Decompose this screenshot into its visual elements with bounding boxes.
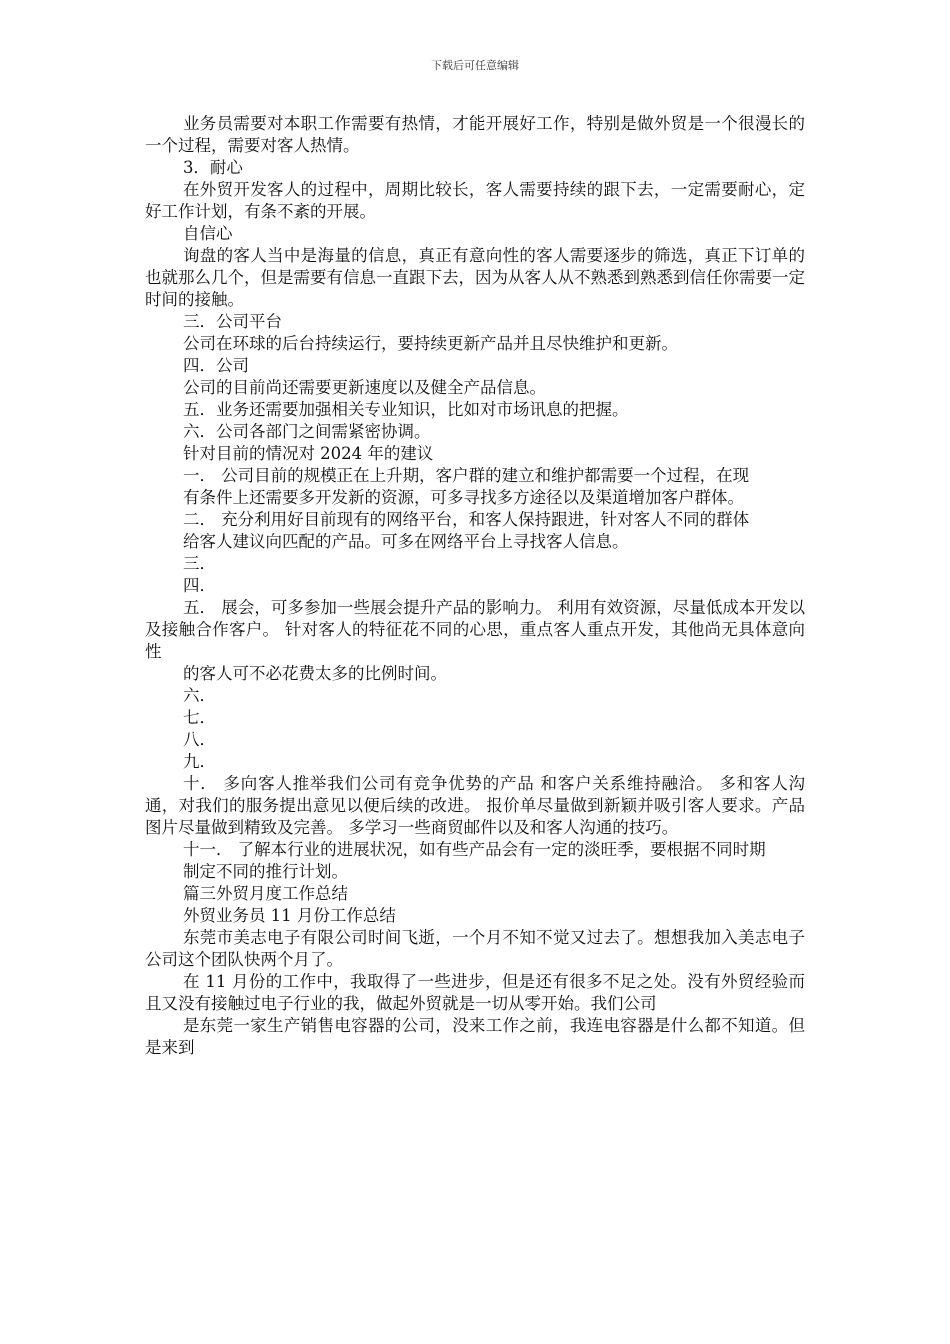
paragraph: 六．公司各部门之间需紧密协调。 [182,422,431,441]
paragraph: 给客人建议向匹配的产品。可多在网络平台上寻找客人信息。 [182,532,629,551]
paragraph: 在外贸开发客人的过程中，周期比较长，客人需要持续的跟下去，一定需要耐心，定好工作计划，有条不紊的开展。 [145,180,805,221]
paragraph: 十一． 了解本行业的进展状况，如有些产品会有一定的淡旺季，要根据不同时期 [182,840,766,859]
paragraph: 九． [182,752,216,771]
paragraph: 五． 展会，可多参加一些展会提升产品的影响力。 利用有效资源，尽量低成本开发以及接触合作客户。 针对客人的特征花不同的心思，重点客人重点开发，其他尚无具体意向性 [145,598,805,661]
paragraph: 三．公司平台 [182,312,282,331]
paragraph: 是东莞一家生产销售电容器的公司，没来工作之前，我连电容器是什么都不知道。但是来到 [145,1016,805,1057]
document-body [145,113,805,1059]
paragraph: 五．业务还需要加强相关专业知识，比如对市场讯息的把握。 [182,400,629,419]
paragraph: 三． [182,554,216,573]
paragraph: 八． [182,730,216,749]
paragraph: 业务员需要对本职工作需要有热情，才能开展好工作，特别是做外贸是一个很漫长的一个过程，需要对客人热情。 [145,114,805,155]
paragraph: 一． 公司目前的规模正在上升期，客户群的建立和维护都需要一个过程，在现 [182,466,750,485]
paragraph: 十． 多向客人推举我们公司有竞争优势的产品 和客户关系维持融洽。 多和客人沟通，对我们的服务提出意见以便后续的改进。 报价单尽量做到新颖并吸引客人要求。产品图片尽量做到精致及完善。 多学习一些商贸邮件以及和客人沟通的技巧。 [145,774,805,837]
paragraph: 的客人可不必花费太多的比例时间。 [182,664,447,683]
paragraph: 有条件上还需要多开发新的资源，可多寻找多方途径以及渠道增加客户群体。 [182,488,744,507]
paragraph: 篇三外贸月度工作总结 [182,884,348,903]
paragraph: 外贸业务员 11 月份工作总结 [182,906,396,925]
paragraph: 七． [182,708,216,727]
paragraph: 二． 充分利用好目前现有的网络平台，和客人保持跟进，针对客人不同的群体 [182,510,750,529]
paragraph: 东莞市美志电子有限公司时间飞逝，一个月不知不觉又过去了。想想我加入美志电子公司这个团队快两个月了。 [145,928,805,969]
paragraph: 四． [182,576,216,595]
paragraph: 3．耐心 [182,158,243,177]
paragraph: 针对目前的情况对 2024 年的建议 [182,444,434,463]
paragraph: 六． [182,686,216,705]
paragraph: 在 11 月份的工作中，我取得了一些进步，但是还有很多不足之处。没有外贸经验而且又没有接触过电子行业的我，做起外贸就是一切从零开始。我们公司 [145,972,805,1013]
page-header: 下载后可任意编辑 [431,59,519,72]
paragraph: 询盘的客人当中是海量的信息，真正有意向性的客人需要逐步的筛选，真正下订单的也就那么几个，但是需要有信息一直跟下去，因为从客人从不熟悉到熟悉到信任你需要一定时间的接触。 [145,246,805,309]
paragraph: 公司在环球的后台持续运行，要持续更新产品并且尽快维护和更新。 [182,334,678,353]
paragraph: 四．公司 [182,356,249,375]
paragraph: 制定不同的推行计划。 [182,862,348,881]
paragraph: 公司的目前尚还需要更新速度以及健全产品信息。 [182,378,546,397]
paragraph: 自信心 [182,224,233,243]
